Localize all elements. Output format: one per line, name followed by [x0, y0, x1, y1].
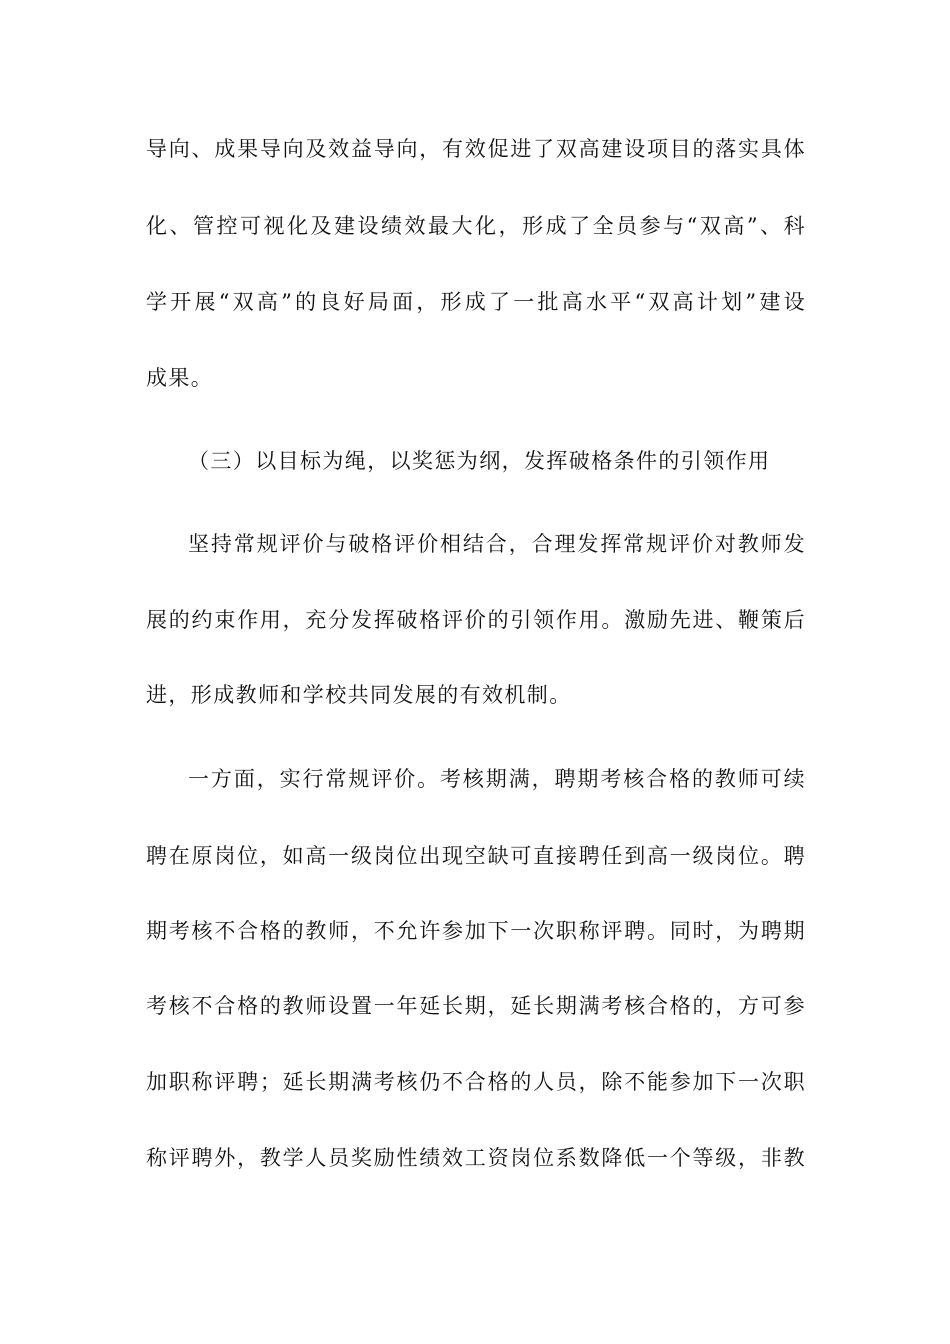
paragraph-line: 导向、成果导向及效益导向，有效促进了双高建设项目的落实具体 — [146, 137, 806, 161]
paragraph-line: 一方面，实行常规评价。考核期满，聘期考核合格的教师可续 — [188, 767, 806, 791]
paragraph-line: 化、管控可视化及建设绩效最大化，形成了全员参与“双高”、科 — [146, 214, 806, 238]
paragraph-line: 进，形成教师和学校共同发展的有效机制。 — [146, 683, 572, 707]
paragraph-line: 加职称评聘；延长期满考核仍不合格的人员，除不能参加下一次职 — [146, 1070, 806, 1094]
paragraph-line: 考核不合格的教师设置一年延长期，延长期满考核合格的，方可参 — [146, 994, 806, 1018]
paragraph-line: 聘在原岗位，如高一级岗位出现空缺可直接聘任到高一级岗位。聘 — [146, 844, 806, 868]
paragraph-line: 称评聘外，教学人员奖励性绩效工资岗位系数降低一个等级，非教 — [146, 1146, 806, 1170]
section-heading: （三）以目标为绳，以奖惩为纲，发挥破格条件的引领作用 — [188, 449, 771, 473]
paragraph-line: 坚持常规评价与破格评价相结合，合理发挥常规评价对教师发 — [188, 532, 806, 556]
paragraph-line: 期考核不合格的教师，不允许参加下一次职称评聘。同时，为聘期 — [146, 919, 806, 943]
paragraph-line: 学开展“双高”的良好局面，形成了一批高水平“双高计划”建设 — [146, 290, 806, 314]
paragraph-line: 成果。 — [146, 366, 214, 390]
paragraph-line: 展的约束作用，充分发挥破格评价的引领作用。激励先进、鞭策后 — [146, 608, 806, 632]
